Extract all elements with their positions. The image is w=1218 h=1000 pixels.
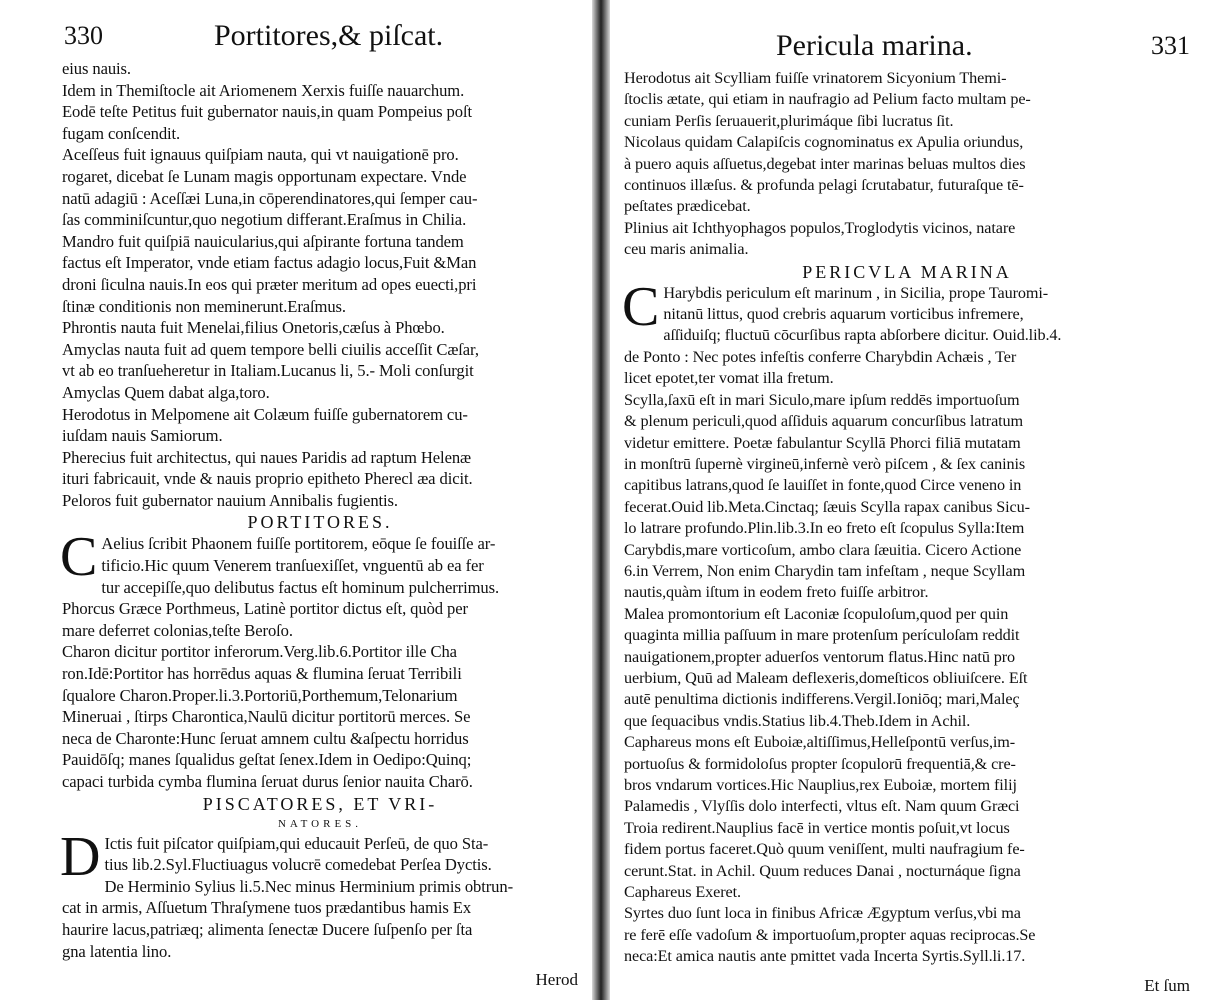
text-block <box>60 526 578 792</box>
text-line: Plinius ait Ichthyophagos populos,Troglodytis vicinos, natare <box>624 218 1016 237</box>
text-line: ituri fabricauit, vnde & nauis proprio epitheto Pherecl æa dicit. <box>62 469 473 489</box>
text-line: vt ab eo tranſueheretur in Italiam.Lucanus li, 5.- Moli conſurgit <box>62 361 474 381</box>
text-line: neca:Et amica nautis ante pmittet vada Incerta Syrtis.Syll.li.17. <box>624 947 1026 966</box>
text-line: neca de Charonte:Hunc ſeruat amnem cultu &aſpectu horridus <box>62 728 469 748</box>
text-line: videtur emittere. Poetæ fabulantur Scyllā Phorci filiā mutatam <box>624 433 1021 452</box>
right-page <box>610 0 1218 1000</box>
text-line: lo latrare profundo.Plin.lib.3.In eo freto eſt ſcopulus Sylla:Item <box>624 519 1025 538</box>
text-line: tur accepiſſe,quo delibutus factus eſt hominum pulcherrimus. <box>101 577 500 597</box>
text-line: iuſdam nauis Samiorum. <box>62 426 223 446</box>
text-line: Herodotus ait Scylliam fuiſſe vrinatorem Sicyonium Themi- <box>624 69 1007 87</box>
text-line: droni ſiculna nauis.In eos qui præter meritum ad opes euecti,pri <box>62 274 477 294</box>
text-line: fecerat.Ouid lib.Meta.Cinctaq; ſæuis Scylla rapax canibus Sicu- <box>624 497 1030 516</box>
text-line: Harybdis periculum eſt marinum , in Sicilia, prope Tauromi- <box>663 283 1049 302</box>
text-line: ron.Idē:Portitor has horrēdus aquas & flumina ſeruat Terribili <box>62 664 462 684</box>
text-line: nautis,quàm iſtum in eodem freto fuiſſe arbitror. <box>624 583 929 602</box>
text-line: ſtinæ conditionis non meminerunt.Eraſmus. <box>62 296 346 316</box>
drop-cap: C <box>60 526 98 589</box>
text-line: natū adagiū : Aceſſæi Luna,in cōperendinatores,qui ſemper cau- <box>62 188 478 208</box>
text-line: capaci turbida cymba flumina ſeruat durus ſenior nauita Charō. <box>62 772 473 791</box>
text-column-left <box>62 58 578 962</box>
drop-cap: D <box>60 825 101 888</box>
text-line: De Herminio Sylius li.5.Nec minus Herminium primis obtrun- <box>104 876 513 896</box>
text-line: Mineruai , ſtirps Charontica,Naulū dicitur portitorū merces. Se <box>62 707 471 727</box>
text-line: Malea promontorium eſt Laconiæ ſcopuloſum,quod per quin <box>624 604 1009 623</box>
text-line: ceu maris animalia. <box>624 240 749 259</box>
text-line: haurire lacus,patriæq; alimenta ſenectæ Ducere ſuſpenſo per ſta <box>62 919 473 939</box>
text-line: Phrontis nauta fuit Menelai,filius Onetoris,cæſus à Phœbo. <box>62 318 445 338</box>
text-line: in monſtrū ſupernè virgineū,infernè verò piſcem , & ſex caninis <box>624 454 1026 473</box>
section-heading: PORTITORES. <box>247 512 393 533</box>
text-line: Eodē teſte Petitus fuit gubernator nauis,in quam Pompeius poſt <box>62 102 472 122</box>
text-line: Scylla,ſaxū eſt in mari Siculo,mare ipſum reddēs importuoſum <box>624 390 1020 409</box>
text-line: Pherecius fuit architectus, qui naues Paridis ad raptum Helenæ <box>62 447 471 467</box>
text-line: 6.in Verrem, Non enim Charydin tam infeſtam , neque Scyllam <box>624 561 1026 580</box>
text-line: cerunt.Stat. in Achil. Quum reduces Danai , nocturnáque ſigna <box>624 861 1021 880</box>
text-line: peſtates prædicebat. <box>624 197 751 216</box>
text-line: Peloros fuit gubernator nauium Annibalis fugientis. <box>62 490 398 510</box>
catchword-right: Et ſum <box>1144 975 1190 995</box>
text-line: tius lib.2.Syl.Fluctiuagus volucrē comedebat Perſea Dyctis. <box>104 855 492 875</box>
text-line: fugam conſcendit. <box>62 123 181 143</box>
text-line: quaginta millia paſſuum in mare protenſum perículoſam reddit <box>624 626 1020 645</box>
text-line: gna latentia lino. <box>62 941 172 961</box>
text-line: autē penultima dictionis indifferens.Vergil.Ioniōq; mari,Maleç <box>624 690 1020 709</box>
text-line: eius nauis. <box>62 59 131 78</box>
text-line: de Ponto : Nec potes infeſtis conferre Charybdin Achæis , Ter <box>624 347 1017 366</box>
text-line: continuos illæſus. & profunda pelagi ſcrutabatur, futuraſque tē- <box>624 176 1024 195</box>
text-line: Charon dicitur portitor inferorum.Verg.lib.6.Portitor ille Cha <box>62 642 457 662</box>
left-page <box>0 0 592 1000</box>
text-line: Herodotus in Melpomene ait Colæum fuiſſe gubernatorem cu- <box>62 404 468 424</box>
text-line: ſtoclis ætate, qui etiam in naufragio ad Pelium facto multam pe- <box>624 90 1031 109</box>
text-line: nitanū littus, quod crebris aquarum vorticibus infremere, <box>663 305 1024 324</box>
text-line: tificio.Hic quum Venerem tranſuexiſſet, vnguentū ab ea fer <box>101 556 484 576</box>
text-block <box>624 68 1190 261</box>
text-block <box>622 275 1190 968</box>
text-line: à puero aquis aſſuetus,degebat inter marinas beluas multos dies <box>624 154 1026 173</box>
text-line: Phorcus Græce Porthmeus, Latinè portitor dictus eſt, quòd per <box>62 599 468 619</box>
text-line: Amyclas nauta fuit ad quem tempore belli ciuilis acceſſit Cæſar, <box>62 339 479 359</box>
text-line: que ſequacibus vndis.Statius lib.4.Theb.Idem in Achil. <box>624 711 971 730</box>
text-line: Carybdis,mare vorticoſum, ambo clara ſæuitia. Cicero Actione <box>624 540 1022 559</box>
text-block <box>60 825 578 963</box>
text-line: Troia redirent.Nauplius facē in vertice montis poſuit,vt locus <box>624 818 1010 837</box>
text-line: nauigationem,propter aduerſos ventorum flatus.Hinc natū pro <box>624 647 1016 666</box>
text-line: & plenum periculi,quod aſſiduis aquarum concurſibus latratum <box>624 412 1024 431</box>
drop-cap: C <box>622 275 660 338</box>
text-line: re ferē eſſe vadoſum & importuoſum,propter aquas reciprocas.Se <box>624 925 1036 944</box>
catchword-left: Herod <box>535 970 578 990</box>
text-line: Syrtes duo ſunt loca in finibus Africæ Ægyptum verſus,vbi ma <box>624 904 1021 923</box>
text-line: licet epotet,ter vomat illa fretum. <box>624 369 834 388</box>
running-title-right: Pericula marina. <box>776 29 973 62</box>
text-line: fidem portus faceret.Quò quum veniſſent, multi naufragium fe- <box>624 840 1025 859</box>
page-number-right: 331 <box>1151 31 1190 60</box>
book-gutter <box>592 0 610 1000</box>
text-block <box>62 58 578 511</box>
page-number-left: 330 <box>64 21 103 50</box>
text-line: Idem in Themiſtocle ait Ariomenem Xerxis fuiſſe nauarchum. <box>62 80 465 100</box>
running-title-left: Portitores,& piſcat. <box>214 19 444 52</box>
running-head-right <box>624 28 1190 68</box>
section-heading: PERICVLA MARINA <box>802 261 1012 282</box>
text-line: capitibus latrans,quod ſe lauiſſet in fonte,quod Circe veneno in <box>624 476 1022 495</box>
text-line: Amyclas Quem dabat alga,toro. <box>62 382 270 402</box>
text-line: Caphareus Exeret. <box>624 883 741 902</box>
text-line: Aelius ſcribit Phaonem fuiſſe portitorem, eōque ſe fouiſſe ar- <box>101 534 496 554</box>
text-line: portuoſus & formidoloſus propter ſcopulorū frequentiā,& cre- <box>624 754 1016 773</box>
text-line: uerbium, Quū ad Maleam deflexeris,domeſticos obliuiſcere. Eſt <box>624 668 1028 687</box>
text-column-right <box>624 68 1190 968</box>
text-line: Aceſſeus fuit ignauus quiſpiam nauta, qui vt nauigationē pro. <box>62 145 459 165</box>
section-heading: PISCATORES, ET VRI- <box>202 793 438 814</box>
text-line: Caphareus mons eſt Euboiæ,altiſſimus,Helleſpontū verſus,im- <box>624 733 1016 752</box>
text-line: bros vndarum vortices.Hic Nauplius,rex Euboiæ, mortem filij <box>624 776 1017 794</box>
text-line: Ictis fuit piſcator quiſpiam,qui educauit Perſeū, de quo Sta- <box>104 833 489 853</box>
text-line: rogaret, dicebat ſe Lunam magis opportunam expectare. Vnde <box>62 166 467 186</box>
text-line: cuniam Perſis ſeruauerit,plurimáque ſibi lucratus ſit. <box>624 111 954 130</box>
text-line: aſſiduiſq; fluctuū cōcurſibus rapta abſorbere dicitur. Ouid.lib.4. <box>663 326 1062 345</box>
text-line: Palamedis , Vlyſſis dolo interfecti, vltus eſt. Nam quum Græci <box>624 797 1020 816</box>
text-line: cat in armis, Aſſuetum Thraſymene tuos prædantibus hamis Ex <box>62 898 472 918</box>
text-line: ſas comminiſcuntur,quo negotium differant.Eraſmus in Chilia. <box>62 210 467 230</box>
text-line: factus eſt Imperator, vnde etiam factus adagio locus,Fuit &Man <box>62 253 477 273</box>
text-line: Nicolaus quidam Calapiſcis cognominatus ex Apulia oriundus, <box>624 133 1024 152</box>
text-line: Mandro fuit quiſpiā nauicularius,qui aſpirante fortuna tandem <box>62 231 464 251</box>
running-head-left <box>62 18 578 58</box>
text-line: Pauidōſq; manes ſqualidus geſtat ſenex.Idem in Oedipo:Quinq; <box>62 750 472 770</box>
text-line: ſqualore Charon.Proper.li.3.Portoriū,Porthemum,Telonarium <box>62 685 458 705</box>
section-subheading: NATORES. <box>277 817 363 830</box>
text-line: mare deferret colonias,teſte Beroſo. <box>62 620 293 640</box>
